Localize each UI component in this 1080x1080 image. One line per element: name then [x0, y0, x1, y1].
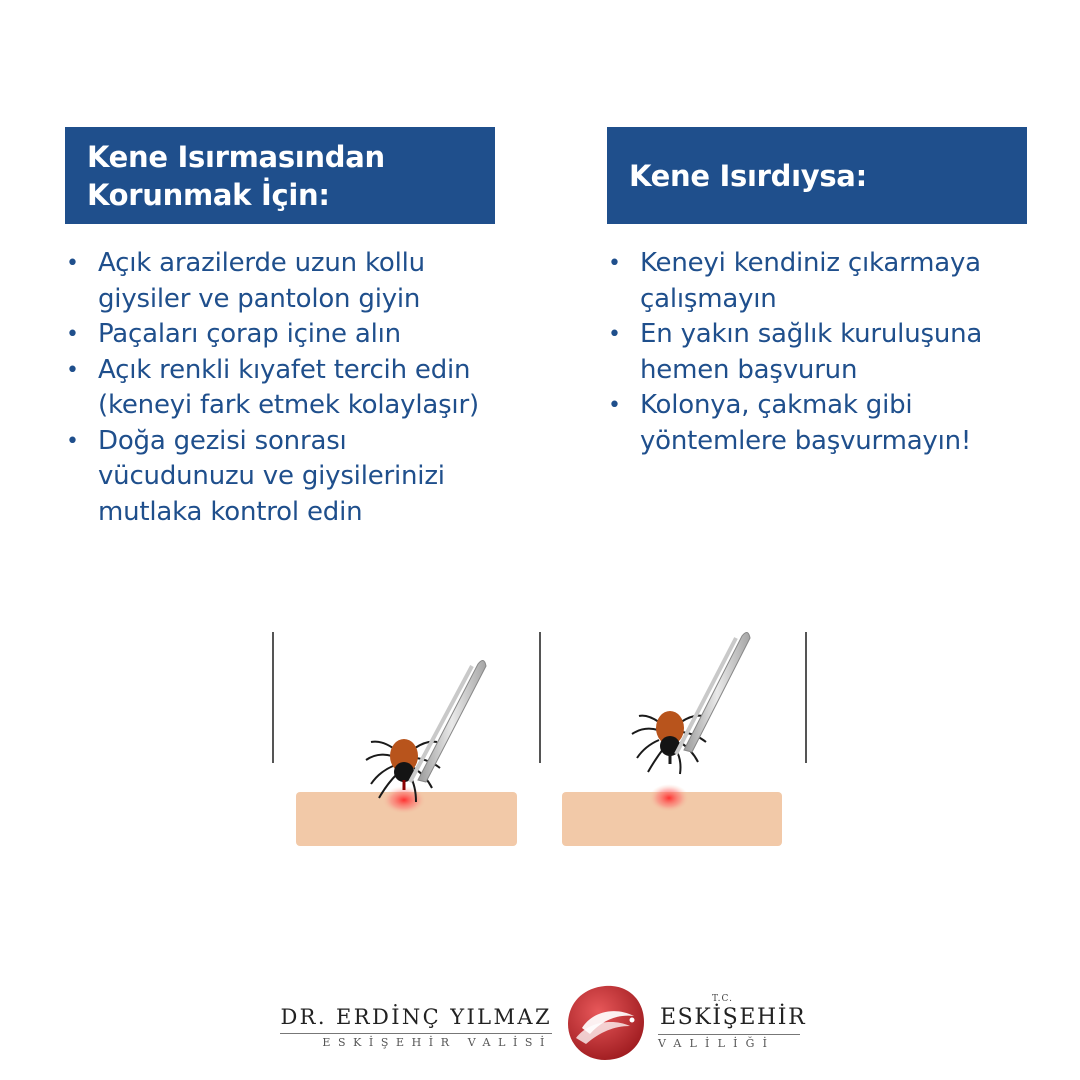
tweezer-tip — [410, 666, 472, 782]
list-item: • Açık renkli kıyafet tercih edin (keneyi fark etmek kolaylaşır) — [65, 353, 495, 424]
governor-name: DR. ERDİNÇ YILMAZ — [280, 1005, 552, 1029]
bite-list — [607, 246, 1027, 459]
tick-removal-illustration — [0, 620, 1080, 860]
bite-glow — [649, 784, 689, 812]
list-item: • Keneyi kendiniz çıkarmaya çalışmayın — [607, 246, 1027, 317]
city-name: ESKİŞEHİR — [660, 1005, 807, 1030]
protection-title-line2: Korunmak İçin: — [87, 177, 330, 212]
bite-glow — [382, 786, 426, 814]
list-item: • En yakın sağlık kuruluşuna hemen başvurun — [607, 317, 1027, 388]
bite-panel — [607, 127, 1027, 459]
tweezer — [684, 632, 750, 752]
governor-title: ESKİŞEHİR VALİSİ — [280, 1033, 552, 1049]
eskisehir-logo-icon — [562, 982, 648, 1064]
protection-list — [65, 246, 495, 530]
list-item: • Doğa gezisi sonrası vücudunuzu ve giysilerinizi mutlaka kontrol edin — [65, 424, 495, 531]
list-item: • Kolonya, çakmak gibi yöntemlere başvurmayın! — [607, 388, 1027, 459]
list-item: • Paçaları çorap içine alın — [65, 317, 495, 353]
list-item: • Açık arazilerde uzun kollu giysiler ve pantolon giyin — [65, 246, 495, 317]
office-name: VALİLİĞİ — [658, 1034, 800, 1050]
bite-title: Kene Isırdıysa: — [629, 158, 867, 193]
bite-header — [607, 127, 1027, 224]
protection-header — [65, 127, 495, 224]
protection-panel — [65, 127, 495, 530]
tc-label: T.C. — [712, 994, 733, 1004]
protection-title-line1: Kene Isırmasından — [87, 139, 385, 174]
scene-tick-removed — [562, 632, 782, 846]
scene-tick-attached — [296, 660, 517, 846]
tweezer — [418, 660, 486, 782]
tweezer-tip — [676, 638, 736, 754]
